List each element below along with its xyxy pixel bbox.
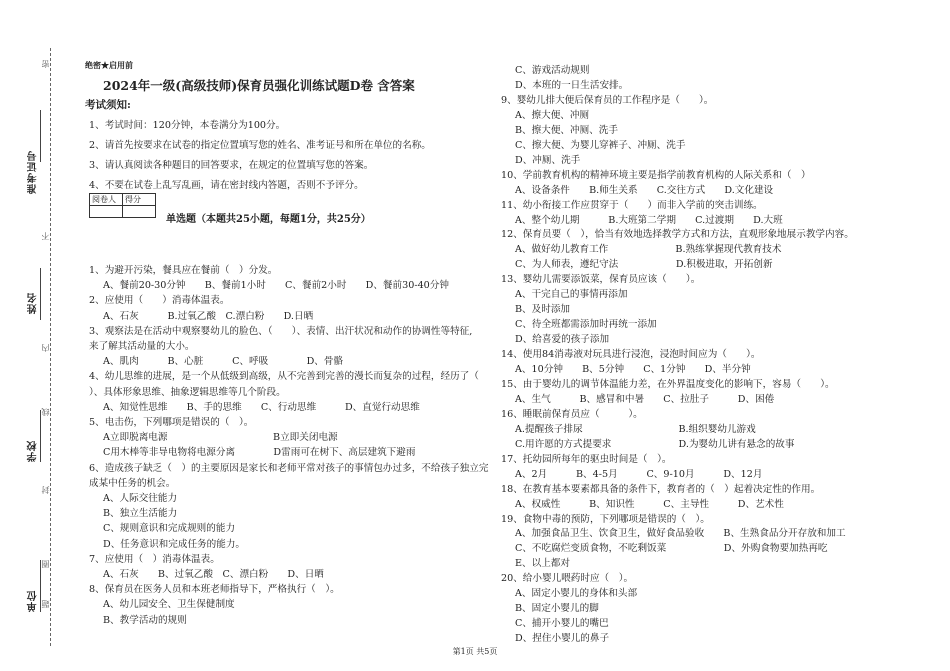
notice-heading: 考试须知: [85,99,131,111]
question-text: ）、具体形象思维、抽象逻辑思维等几个阶段。 [89,386,286,398]
answer-option: A、干完自己的事情再添加 [515,289,628,301]
score-cell[interactable] [123,206,156,218]
answer-option: A、生气 B、感冒和中暑 C、拉肚子 D、困倦 [515,393,775,405]
exam-number-field[interactable] [40,110,41,162]
answer-option: A、餐前20-30分钟 B、餐前1小时 C、餐前2小时 D、餐前30-40分钟 [103,280,449,292]
answer-option: D、任务意识和完成任务的能力。 [103,538,246,550]
question-text: 15、由于婴幼儿的调节体温能力差，在外界温度变化的影响下，容易（ ）。 [501,378,835,390]
answer-option: D、给喜爱的孩子添加 [515,334,610,346]
answer-option: B、独立生活能力 [103,508,178,520]
answer-option: A、人际交往能力 [103,493,178,504]
notice-item: 2、请首先按要求在试卷的指定位置填写您的姓名、准考证号和所在单位的名称。 [89,140,431,151]
grader-cell[interactable] [90,206,123,218]
answer-option: B、教学活动的规则 [103,614,187,626]
seal-char: 不 [41,232,50,240]
page-title: 2024年一级(高级技师)保育员强化训练试题D卷 含答案 [103,78,415,93]
answer-option: A、权威性 B、知识性 C、主导性 D、艺术性 [515,498,784,510]
answer-option: A、肌肉 B、心脏 C、呼吸 D、骨骼 [103,356,344,368]
answer-option: C、擦大便、为婴儿穿裤子、冲厕、洗手 [515,139,686,151]
seal-char: 题 [41,600,50,608]
question-text: 18、在教育基本要素都具备的条件下，教育者的（ ）起着决定性的作用。 [501,483,821,495]
question-text: 6、造成孩子缺乏（ ）的主要原因是家长和老师平常对孩子的事情包办过多，不给孩子独立完 [89,462,489,474]
question-text: 13、婴幼儿需要添饭菜，保育员应该（ ）。 [501,274,701,286]
exam-page [85,0,945,671]
answer-option: A、固定小婴儿的身体和头部 [515,588,638,600]
question-text: 2、应使用（ ）消毒体温表。 [89,295,230,307]
answer-option: A、整个幼儿期 B.大班第二学期 C.过渡期 D.大班 [515,214,783,226]
question-text: 5、电击伤，下列哪项是错误的（ ）。 [89,417,254,428]
answer-option: A立即脱离电源 B立即关闭电源 [103,432,338,444]
binding-sidebar [0,0,80,671]
question-text: 1、为避开污染，餐具应在餐前（ ）分发。 [89,265,278,276]
answer-option: D、捏住小婴儿的鼻子 [515,633,610,645]
question-text: 9、婴幼儿排大便后保育员的工作程序是（ ）。 [501,94,714,106]
question-text: 成某中任务的机会。 [89,477,176,489]
question-text: 10、学前教育机构的精神环境主要是指学前教育机构的人际关系和（ ） [501,169,811,181]
seal-char: 内 [41,344,50,352]
answer-option: A、做好幼儿教育工作 B.熟练掌握现代教育技术 [515,244,782,256]
label-name: 姓名 [28,292,39,314]
question-text: 4、幼儿思维的进展，是一个从低级到高级，从不完善到完善的漫长而复杂的过程，经历了（ [89,371,479,383]
confidential-mark: 绝密★启用前 [85,60,133,70]
answer-option: C、不吃腐烂变质食物，不吃剩饭菜 D、外购食物要加热再吃 [515,543,828,555]
question-text: 19、食物中毒的预防，下列哪项是错误的（ ）。 [501,513,710,525]
label-school: 学校 [28,440,39,462]
notice-item: 1、考试时间：120分钟，本卷满分为100分。 [89,120,286,131]
score-table-header: 得分 [123,194,156,206]
question-text: 20、给小婴儿喂药时应（ ）。 [501,573,634,585]
answer-option: C.用许愿的方式提要求 D.为婴幼儿讲有悬念的故事 [515,438,795,450]
notice-item: 4、不要在试卷上乱写乱画，请在密封线内答题，否则不予评分。 [89,180,364,191]
seal-char: 密 [41,60,50,68]
answer-option: A、设备条件 B.师生关系 C.交往方式 D.文化建设 [515,184,774,196]
answer-option: D、本班的一日生活安排。 [515,79,629,91]
page-footer: 第1页 共5页 [452,647,498,656]
answer-option: A、擦大便、冲厕 [515,109,590,121]
section-title: 单选题（本题共25小题，每题1分，共25分） [166,214,371,225]
score-table-header: 阅卷人 [90,194,123,206]
notice-item: 3、请认真阅读各种题目的回答要求，在规定的位置填写您的答案。 [89,160,374,171]
question-text: 17、托幼园所每年的驱虫时间是（ ）。 [501,453,672,465]
score-table [89,193,156,218]
seal-char: 封 [41,486,50,494]
answer-option: A、2月 B、4-5月 C、9-10月 D、12月 [515,468,763,480]
answer-option: A、幼儿园安全、卫生保健制度 [103,599,235,611]
question-text: 11、幼小衔接工作应贯穿于（ ）而非入学前的突击训练。 [501,199,763,211]
answer-option: B、擦大便、冲厕、洗手 [515,124,618,136]
answer-option: A.提醒孩子排尿 B.组织婴幼儿游戏 [515,423,756,435]
question-text: 12、保育员要（ ），恰当有效地选择教学方式和方法，直观形象地展示教学内容。 [501,229,854,241]
label-exam-number: 准考证号 [28,150,39,194]
answer-option: A、10分钟 B、5分钟 C、1分钟 D、半分钟 [515,364,751,375]
answer-option: C、规则意识和完成规则的能力 [103,523,236,535]
question-text: 14、使用84消毒液对玩具进行浸泡，浸泡时间应为（ ）。 [501,349,761,361]
name-field[interactable] [40,268,41,320]
answer-option: C、为人师表，遵纪守法 D.积极进取，开拓创新 [515,259,773,271]
answer-option: A、石灰 B.过氧乙酸 C.漂白粉 D.日晒 [103,310,314,322]
answer-option: B、及时添加 [515,304,571,316]
answer-option: C、游戏活动规则 [515,65,590,76]
answer-option: E、以上都对 [515,558,570,570]
answer-option: C用木棒等非导电物将电源分离 D雷雨可在树下、高层建筑下避雨 [103,447,416,459]
question-text: 16、睡眠前保育员应（ ）。 [501,408,643,420]
answer-option: C、捕开小婴儿的嘴巴 [515,618,609,630]
label-unit: 单位 [28,590,39,612]
question-text: 8、保育员在医务人员和本班老师指导下，严格执行（ ）。 [89,584,340,596]
seal-char: 线 [41,408,50,416]
answer-option: A、知觉性思维 B、手的思维 C、行动思维 D、直觉行动思维 [103,401,420,413]
question-text: 3、观察法是在活动中观察婴幼儿的脸色、（ ）、表情、出汗状况和动作的协调性等特征, [89,325,473,337]
answer-option: A、石灰 B、过氧乙酸 C、漂白粉 D、日晒 [103,569,324,580]
question-text: 7、应使用（ ）消毒体温表。 [89,553,220,565]
seal-char: 圈 [41,560,50,568]
answer-option: D、冲厕、洗手 [515,154,581,166]
answer-option: B、固定小婴儿的脚 [515,603,599,615]
answer-option: C、待全班都需添加时再统一添加 [515,319,657,331]
question-text: 来了解其活动量的大小。 [89,341,195,352]
answer-option: A、加强食品卫生、饮食卫生，做好食品验收 B、生熟食品分开存放和加工 [515,528,846,540]
school-field[interactable] [40,410,41,462]
